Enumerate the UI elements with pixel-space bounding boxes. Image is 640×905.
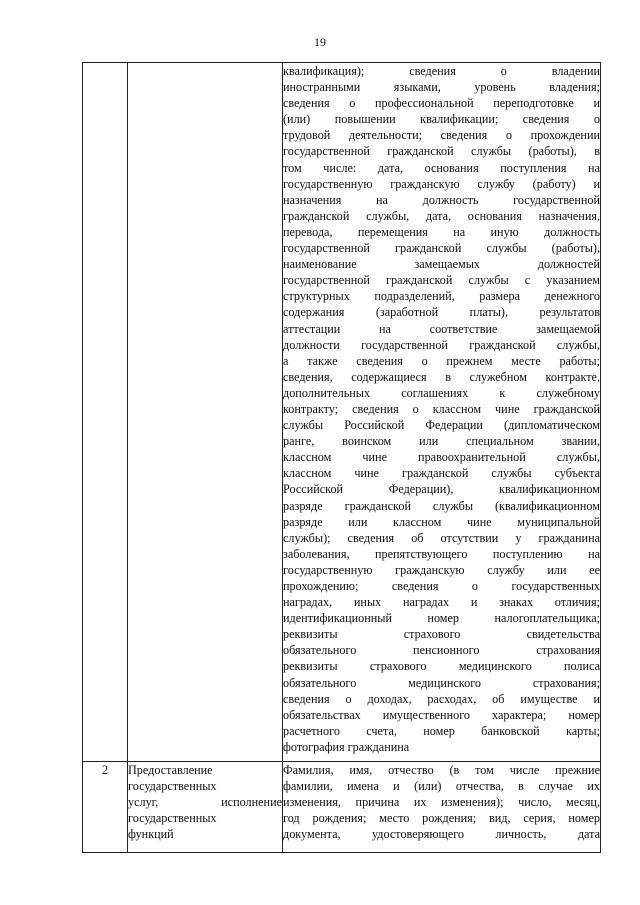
text-line: Предоставление [128, 763, 213, 777]
text-line: реквизиты страхового медицинского полиса [283, 659, 600, 674]
text-line: государственных [128, 779, 217, 794]
text-line: службы); сведения об отсутствии у гражданина [283, 530, 600, 545]
text-line: дополнительных соглашениях к служебному [283, 385, 600, 400]
text-line: аттестации на соответствие замещаемой [283, 321, 600, 336]
text-line: структурных подразделений, размера денежного [283, 289, 600, 304]
text-line: прохождению; сведения о государственных [283, 579, 600, 593]
text-line: разряде гражданской службы (квалификационном [283, 498, 600, 513]
text-line: заболевания, препятствующего поступлению на [283, 546, 600, 561]
text-line: а также сведения о прежнем месте работы; [283, 353, 600, 368]
text-line: контракту; сведения о классном чине гражданской [283, 401, 600, 416]
text-line: государственных [128, 811, 217, 826]
text-line: содержания (заработной платы), результатов [283, 305, 600, 320]
text-line: должности государственной гражданской службы, [283, 337, 600, 352]
purpose-cell [128, 63, 283, 762]
data-composition-cell [283, 63, 601, 762]
text-line: фотография гражданина [283, 739, 410, 754]
text-line: гражданской службы, дата, основания назначения, [283, 208, 600, 223]
text-line: государственной гражданской службы (работы), [283, 241, 600, 256]
table-row [83, 762, 601, 853]
text-line: государственную гражданскую службу или ее [283, 562, 600, 577]
row-number-cell [83, 63, 128, 762]
text-line: Фамилия, имя, отчество (в том числе прежние [283, 763, 600, 777]
text-line: реквизиты страхового свидетельства [283, 627, 600, 642]
purpose-text [128, 762, 282, 842]
text-line: функций [128, 827, 174, 842]
text-line: том числе: дата, основания поступления на [283, 160, 600, 175]
text-line: (или) повышении квалификации; сведения о [283, 112, 600, 127]
text-line: Российской Федерации), квалификационном [283, 482, 600, 497]
text-line: обязательного медицинского страхования; [283, 675, 600, 690]
data-composition-text [283, 63, 600, 755]
text-line: государственную гражданскую службу (работу) и [283, 176, 600, 191]
text-line: иностранными языками, уровень владения; [283, 80, 600, 95]
text-line: изменения, причина их изменения); число, месяц, [283, 795, 600, 810]
text-line: сведения о доходах, расходах, об имуществе и [283, 691, 600, 706]
text-line: государственной гражданской службы (работы), в [283, 144, 600, 159]
text-line: год рождения; место рождения; вид, серия, номер [283, 811, 600, 826]
text-line: услуг, исполнение [128, 795, 282, 810]
text-line: государственной гражданской службы с указанием [283, 273, 600, 288]
text-line: перевода, перемещения на иную должность [283, 224, 600, 239]
row-number-cell: 2 [83, 762, 128, 853]
text-line: фамилии, имена и (или) отчества, в случае их [283, 779, 600, 794]
table-row [83, 63, 601, 762]
text-line: трудовой деятельности; сведения о прохождении [283, 128, 600, 143]
text-line: сведения о профессиональной переподготовке и [283, 96, 600, 111]
text-line: ранге, воинском или специальном звании, [283, 434, 600, 449]
text-line: классном чине правоохранительной службы, [283, 450, 600, 465]
purpose-cell [128, 762, 283, 853]
text-line: расчетного счета, номер банковской карты; [283, 723, 600, 738]
text-line: наименование замещаемых должностей [283, 257, 600, 272]
text-line: сведения, содержащиеся в служебном контракте, [283, 369, 600, 384]
text-line: классном чине гражданской службы субъекта [283, 466, 600, 481]
data-composition-text [283, 762, 600, 842]
text-line: разряде или классном чине муниципальной [283, 514, 600, 529]
text-line: идентификационный номер налогоплательщика; [283, 611, 600, 626]
text-line: назначения на должность государственной [283, 192, 600, 207]
personal-data-table [82, 62, 601, 853]
text-line: службы Российской Федерации (дипломатическом [283, 418, 600, 433]
text-line: документа, удостоверяющего личность, дата [283, 827, 600, 842]
text-line: обязательного пенсионного страхования [283, 643, 600, 658]
text-line: квалификация); сведения о владении [283, 64, 600, 78]
data-composition-cell [283, 762, 601, 853]
text-line: наградах, иных наградах и знаках отличия; [283, 595, 600, 610]
page-number: 19 [314, 35, 326, 49]
text-line: обязательствах имущественного характера; номер [283, 707, 600, 722]
